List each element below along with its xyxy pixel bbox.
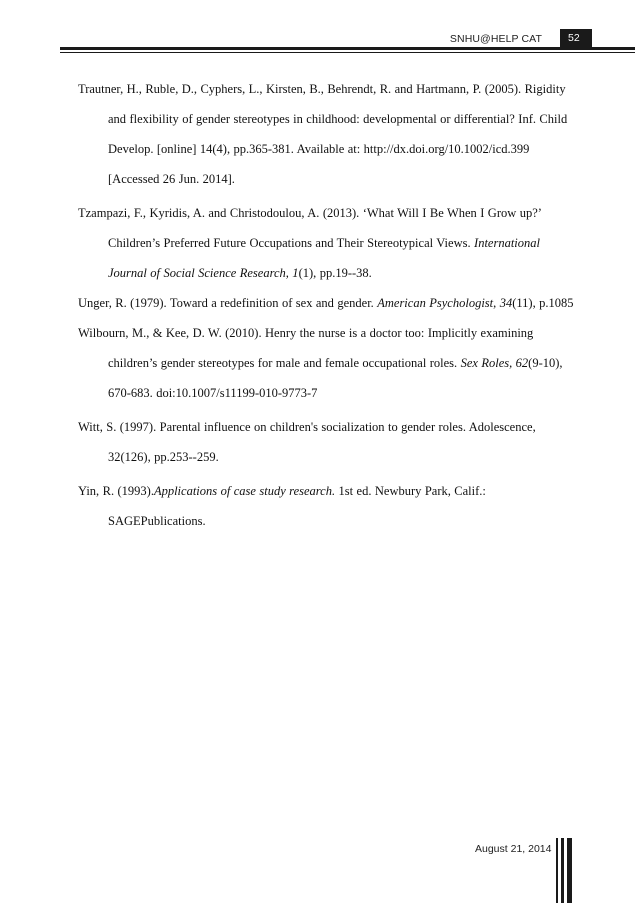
reference-italic-segment: International Journal of Social Science Research, 1 <box>108 236 540 280</box>
reference-text-segment: Tzampazi, F., Kyridis, A. and Christodoulou, A. (2013). ‘What Will I Be When I Grow up?’ Children’s Preferred Future Occupations and Their Stereotypical Views. <box>78 206 541 250</box>
reference-text-segment: (1), pp.19--38. <box>298 266 372 280</box>
reference-italic-segment: Sex Roles, 62 <box>460 356 529 370</box>
reference-text-segment: , <box>493 296 500 310</box>
reference-text-segment: 1st ed. Newbury Park, Calif.: SAGEPublications. <box>108 484 486 528</box>
reference-text-segment: Wilbourn, M., & Kee, D. W. (2010). Henry the nurse is a doctor too: Implicitly examining children’s gender stereotypes for male and female occupational roles. <box>78 326 534 370</box>
header-rule-thick <box>60 47 635 50</box>
footer-decorative-bars <box>556 838 576 903</box>
reference-text-segment: Witt, S. (1997). Parental influence on children's socialization to gender roles. Adolescence, 32(126), pp.253--259. <box>78 420 536 464</box>
footer-date: August 21, 2014 <box>475 843 552 855</box>
reference-list <box>78 74 578 536</box>
reference-text-segment: Unger, R. (1979). Toward a redefinition of sex and gender. <box>78 296 378 310</box>
reference-text-segment: Yin, R. (1993). <box>78 484 154 498</box>
reference-entry <box>78 318 578 408</box>
running-header-title: SNHU@HELP CAT <box>449 33 542 45</box>
reference-text-segment: (9-10), 670-683. doi:10.1007/s11199-010-9773-7 <box>108 356 563 400</box>
reference-entry <box>78 198 578 288</box>
reference-italic-segment: Applications of case study research. <box>153 484 336 498</box>
reference-italic-segment: American Psychologist <box>377 296 494 310</box>
page-number-badge: 52 <box>560 29 592 47</box>
reference-text-segment: (11), p.1085 <box>512 296 574 310</box>
reference-entry <box>78 476 578 536</box>
reference-text-segment: Trautner, H., Ruble, D., Cyphers, L., Kirsten, B., Behrendt, R. and Hartmann, P. (2005). Rigidity and flexibility of gender stereotypes in childhood: developmental or differential? Inf. Child Develop. [online] 14(4), pp.365-381. Available at: http://dx.doi.org/10.1002/icd.399 [Accessed 26 Jun. 2014]. <box>78 82 568 186</box>
reference-entry <box>78 412 578 472</box>
reference-entry <box>78 74 578 194</box>
reference-entry <box>78 288 578 318</box>
reference-italic-segment: 34 <box>499 296 513 310</box>
header-rule-thin <box>60 52 635 53</box>
